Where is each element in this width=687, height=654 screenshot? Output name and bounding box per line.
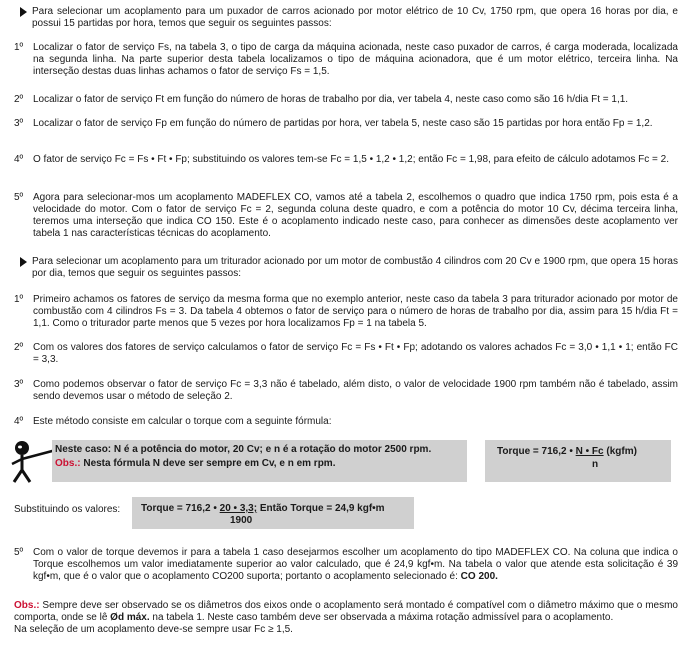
- bullet-arrow-icon: [20, 7, 27, 17]
- substitution-formula: Torque = 716,2 • 20 • 3,3; Então Torque = 24,9 kgf•m: [141, 503, 385, 514]
- substitution-box: [132, 497, 414, 529]
- case1-step-3: 3º Localizar o fator de serviço Fp em função do número de partidas por hora, ver tabela 5, neste caso são 15 partidas por hora então Fp = 1,2.: [14, 118, 653, 129]
- case1-step-4: 4º O fator de serviço Fc = Fs • Ft • Fp; substituindo os valores tem-se Fc = 1,5 • 1,2 • 1,2; então Fc = 1,98, para efeito de cálculo adotamos Fc = 2.: [14, 154, 669, 165]
- bullet-arrow-icon: [20, 257, 27, 267]
- case2-step-5: 5º Com o valor de torque devemos ir para a tabela 1 caso desejarmos escolher um acoplamento do tipo MADEFLEX CO. Na coluna que indica o Torque escolhemos um valor imediatamente superior ao valor calculado, que é 24,9 kgf•m. Na tabela o valor que atende esta solicitação é 39 kgf•m, que é o valor que o acoplamento CO200 suporta; portanto o acoplamento selecionado é: CO 200.: [14, 547, 678, 582]
- formula-torque: Torque = 716,2 • N • Fc (kgfm): [497, 446, 637, 457]
- case2-step-4: 4º Este método consiste em calcular o torque com a seguinte fórmula:: [14, 416, 332, 427]
- note-line-1: Neste caso: N é a potência do motor, 20 Cv; e n é a rotação do motor 2500 rpm.: [55, 444, 432, 455]
- substitution-label: Substituindo os valores:: [14, 504, 121, 515]
- substitution-denominator: 1900: [230, 515, 253, 526]
- case1-step-2: 2º Localizar o fator de serviço Ft em função do número de horas de trabalho por dia, ver tabela 4, neste caso como são 16 h/dia Ft = 1,1.: [14, 94, 629, 105]
- formula-denominator: n: [592, 459, 599, 470]
- case2-step-2: 2º Com os valores dos fatores de serviço calculamos o fator de serviço Fc = Fs • Ft • Fp; adotando os valores achados Fc = 3,0 • 1,1 • 1; então FC = 3,3.: [14, 342, 678, 365]
- final-observation: Obs.: Sempre deve ser observado se os diâmetros dos eixos onde o acoplamento será montado é compatível com o diâmetro máximo que o mesmo comporta, onde se lê Ød máx. na tabela 1. Neste caso também deve ser observada a máxima rotação admissível para o acoplamento. Na seleção de um acoplamento deve-se sempre usar Fc ≥ 1,5.: [14, 600, 678, 635]
- formula-box: [485, 440, 671, 482]
- case2-step-3: 3º Como podemos observar o fator de serviço Fc = 3,3 não é tabelado, além disto, o valor de velocidade 1900 rpm também não é tabelado, assim sendo devemos usar o método de seleção 2.: [14, 379, 678, 402]
- case1-intro: Para selecionar um acoplamento para um puxador de carros acionado por motor elétrico de 10 Cv, 1750 rpm, que opera 16 horas por dia, e possui 15 partidas por hora, temos que seguir os seguintes passos:: [14, 6, 678, 30]
- case2-step-1: 1º Primeiro achamos os fatores de serviço da mesma forma que no exemplo anterior, neste caso da tabela 3 para triturador acionado por motor de combustão com 4 cilindros Fs = 3. Da tabela 4 obtemos o fator de serviço para o número de horas de trabalho por dia, assim para 15 h/dia Ft = 1,1. Como o triturador parte menos que 5 vezes por hora localizamos Fp = 1 na tabela 5.: [14, 294, 678, 329]
- case2-intro: Para selecionar um acoplamento para um triturador acionado por um motor de combustão 4 cilindros com 20 Cv e 1900 rpm, que opera 15 horas por dia, temos que seguir os seguintes passos:: [14, 256, 678, 280]
- case1-step-5: 5º Agora para selecionar-mos um acoplamento MADEFLEX CO, vamos até a tabela 2, escolhemos o quadro que indica 1750 rpm, pois esta é a velocidade do motor. Com o fator de serviço Fc = 2, segunda coluna deste quadro, e com a potência do motor 10 Cv, décima terceira linha, teremos uma interseção que indica CO 150. Este é o acoplamento indicado neste caso, para conhecer as dimensões deste acoplamento ver tabela 1 nas características técnicas do acoplamento.: [14, 192, 678, 239]
- final-observation-line-2: Na seleção de um acoplamento deve-se sempre usar Fc ≥ 1,5.: [14, 624, 293, 635]
- note-line-2: Obs.: Nesta fórmula N deve ser sempre em Cv, e n em rpm.: [55, 458, 336, 469]
- case1-step-1: 1º Localizar o fator de serviço Fs, na tabela 3, o tipo de carga da máquina acionada, neste caso puxador de carros, é carga moderada, localizada na segunda linha. Na parte superior desta tabela localizamos o tipo de máquina acionadora, que é um motor elétrico, terceira linha. Na interseção destas duas linhas achamos o fator de serviço Fs = 1,5.: [14, 42, 678, 77]
- note-box: [52, 440, 467, 482]
